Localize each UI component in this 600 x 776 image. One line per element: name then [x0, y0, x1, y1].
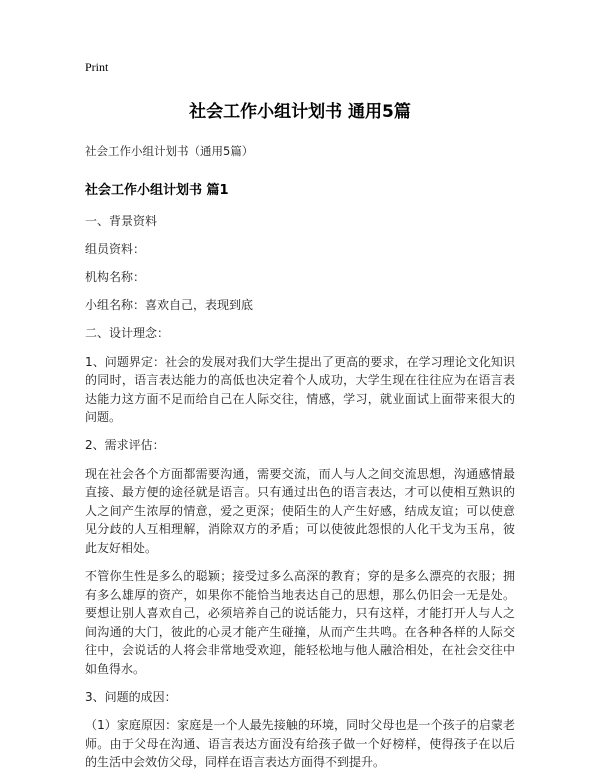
section-heading: 社会工作小组计划书 篇1 — [85, 183, 229, 199]
paragraph-needs-assessment-heading: 2、需求评估： — [85, 438, 165, 453]
document-body — [85, 212, 515, 772]
paragraph-background-info: 一、背景资料 — [85, 214, 158, 229]
paragraph-problem-causes-heading: 3、问题的成因： — [85, 690, 177, 705]
paragraph-needs-assessment-2: 不管你生性是多么的聪颖；接受过多么高深的教育；穿的是多么漂亮的衣服；拥有多么雄厚的资产，如果你不能恰当地表达自己的思想，那么仍旧会一无是处。要想让别人喜欢自己，必须培养自己的说话能力，只有这样，才能打开人与人之间沟通的大门，彼此的心灵才能产生碰撞，从而产生共鸣。在各种各样的人际交往中，会说话的人将会非常地受欢迎，能轻松地与他人融洽相处，在社会交往中如鱼得水。 — [85, 569, 515, 676]
document-title: 社会工作小组计划书 通用5篇 — [189, 102, 411, 122]
paragraph-family-cause: （1）家庭原因：家庭是一个人最先接触的环境，同时父母也是一个孩子的启蒙老师。由于父母在沟通、语言表达方面没有给孩子做一个好榜样，使得孩子在以后的生活中会效仿父母，同样在语言表达方面得不到提升。 — [85, 718, 515, 770]
paragraph-needs-assessment-1: 现在社会各个方面都需要沟通，需要交流，而人与人之间交流思想，沟通感情最直接、最方便的途径就是语言。只有通过出色的语言表达，才可以使相互熟识的人之间产生浓厚的情意，爱之更深；使陌生的人产生好感，结成友谊；可以使意见分歧的人互相理解，消除双方的矛盾；可以使彼此怨恨的人化干戈为玉帛，彼此友好相处。 — [85, 466, 515, 555]
paragraph-design-concept: 二、设计理念： — [85, 326, 170, 341]
document-subtitle: 社会工作小组计划书（通用5篇） — [85, 144, 254, 159]
paragraph-org-name: 机构名称： — [85, 270, 146, 285]
print-button[interactable]: Print — [85, 60, 109, 74]
paragraph-problem-definition: 1、问题界定：社会的发展对我们大学生提出了更高的要求，在学习理论文化知识的同时，语言表达能力的高低也决定着个人成功，大学生现在往往应为在语言表达能力这方面不足而给自己在人际交往，情感，学习，就业面试上面带来很大的问题。 — [85, 354, 515, 425]
paragraph-member-info: 组员资料： — [85, 242, 146, 257]
paragraph-group-name: 小组名称：喜欢自己，表现到底 — [85, 298, 254, 313]
